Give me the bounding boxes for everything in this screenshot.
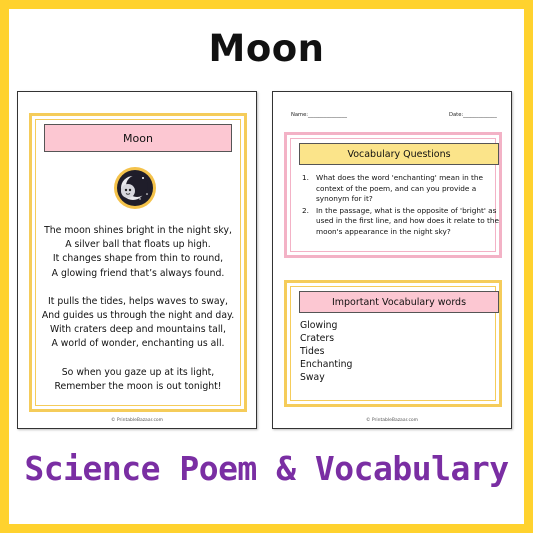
questions-list [299, 173, 499, 238]
question-item [299, 206, 499, 238]
poem-page [17, 91, 257, 429]
question-text: What does the word 'enchanting' mean in the context of the poem, and can you provide a synonym for it? [316, 173, 484, 203]
question-number: 2. [302, 205, 309, 215]
vocab-word: Glowing [300, 320, 338, 331]
bottom-title: Science Poem & Vocabulary [24, 449, 509, 488]
vocab-word: Sway [300, 372, 325, 383]
poem-body [32, 224, 244, 408]
poem-line: So when you gaze up at its light, [61, 366, 215, 378]
question-number: 1. [302, 173, 309, 182]
vocab-list [300, 319, 352, 384]
poem-line: The moon shines bright in the night sky, [44, 225, 232, 236]
poem-line: It changes shape from thin to round, [52, 253, 224, 265]
poem-line: It pulls the tides, helps waves to sway, [47, 295, 229, 307]
poem-line: And guides us through the night and day. [41, 310, 235, 322]
vocabulary-page [272, 91, 512, 429]
poem-line: A silver ball that floats up high. [65, 239, 211, 251]
questions-frame [284, 132, 502, 258]
page-footer: © PrintableBazaar.com [365, 418, 419, 423]
question-text: In the passage, what is the opposite of 'bright' as used in the first line, and how does it relate to the moon's appearance in the night sky? [316, 205, 499, 236]
vocab-word: Enchanting [300, 359, 353, 370]
page-footer: © PrintableBazaar.com [110, 418, 164, 423]
poem-line: With craters deep and mountains tall, [50, 324, 226, 336]
poem-line: A world of wonder, enchanting us all. [51, 338, 225, 350]
poem-title: Moon [44, 124, 232, 152]
poem-stanza [32, 224, 244, 281]
vocab-word: Craters [300, 333, 335, 344]
poem-stanza [32, 295, 244, 352]
moon-icon [113, 166, 157, 210]
poem-stanza [32, 366, 244, 394]
product-canvas [9, 9, 524, 524]
vocab-word: Tides [300, 346, 325, 357]
poem-frame [29, 113, 247, 412]
vocab-heading: Important Vocabulary words [299, 291, 499, 313]
questions-heading: Vocabulary Questions [299, 143, 499, 165]
main-title: Moon [208, 27, 325, 70]
date-field: Date:_____________ [449, 112, 497, 118]
question-item [299, 173, 499, 205]
vocab-frame [284, 280, 502, 407]
poem-line: Remember the moon is out tonight! [54, 380, 222, 392]
name-field: Name:_______________ [291, 112, 347, 118]
poem-line: A glowing friend that’s always found. [51, 267, 225, 279]
